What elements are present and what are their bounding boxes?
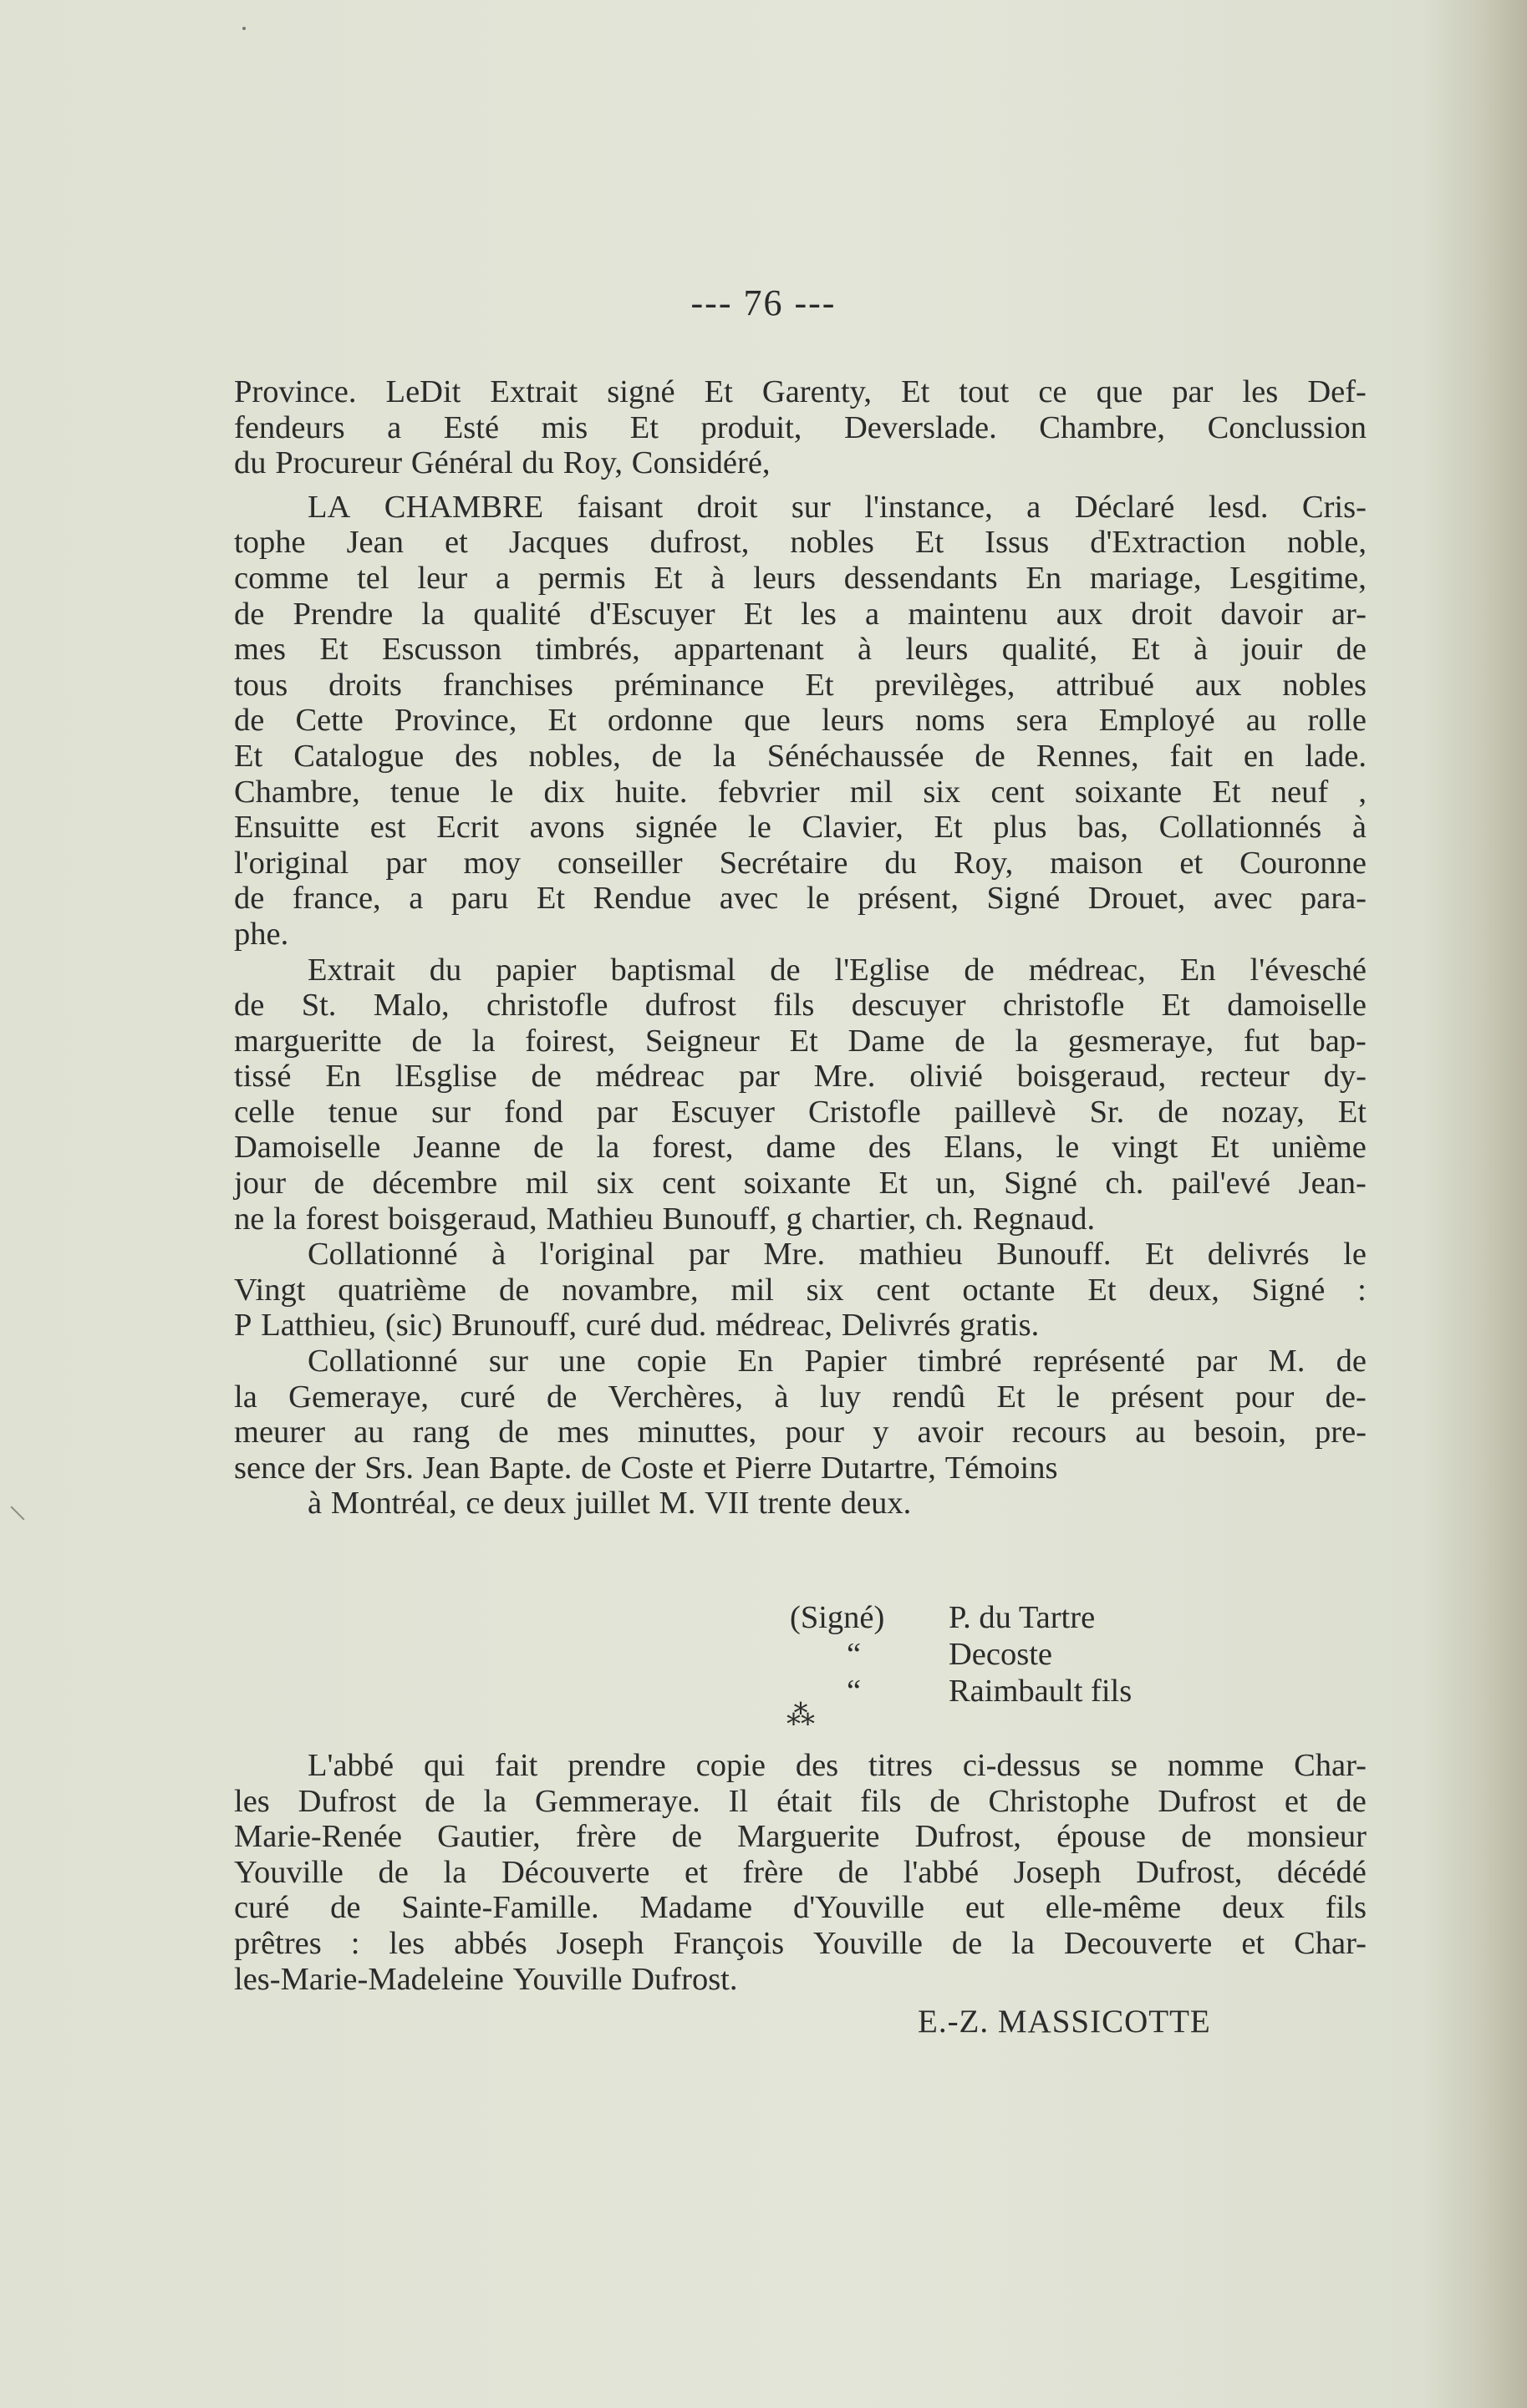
text-line: à Montréal, ce deux juillet M. VII trente deux. [308, 1486, 912, 1522]
text-line: meurer au rang de mes minuttes, pour y avoir recours au besoin, pre- [234, 1415, 1367, 1450]
signature-row [790, 1673, 1132, 1709]
ink-speck [242, 27, 246, 30]
text-line: Ensuitte est Ecrit avons signée le Clavier, Et plus bas, Collationnés à [234, 810, 1367, 846]
page-number: --- 76 --- [690, 282, 837, 323]
text-line: Damoiselle Jeanne de la forest, dame des Elans, le vingt Et unième [234, 1130, 1367, 1166]
signatory-name: P. du Tartre [949, 1600, 1096, 1635]
text-line: les-Marie-Madeleine Youville Dufrost. [234, 1961, 738, 1997]
text-line: de france, a paru Et Rendue avec le présent, Signé Drouet, avec para- [234, 881, 1367, 917]
text-line: celle tenue sur fond par Escuyer Cristofle paillevè Sr. de nozay, Et [234, 1094, 1367, 1130]
text-line: margueritte de la foirest, Seigneur Et Dame de la gesmeraye, fut bap- [234, 1023, 1367, 1059]
ditto-mark: “ [847, 1637, 862, 1672]
text-line: du Procureur Général du Roy, Considéré, [234, 445, 771, 481]
asterism-divider: ⁂ [786, 1700, 815, 1731]
signature-block [790, 1599, 1132, 1709]
text-line: la Gemeraye, curé de Verchères, à luy rendû Et le présent pour de- [234, 1379, 1367, 1415]
text-line: sence der Srs. Jean Bapte. de Coste et Pierre Dutartre, Témoins [234, 1450, 1058, 1486]
text-line: comme tel leur a permis Et à leurs dessendants En mariage, Lesgitime, [234, 560, 1367, 596]
text-line: tous droits franchises préminance Et previlèges, attribué aux nobles [234, 667, 1367, 703]
signatory-name: Raimbault fils [949, 1674, 1133, 1709]
text-line: Marie-Renée Gautier, frère de Marguerite Dufrost, épouse de monsieur [234, 1819, 1367, 1855]
text-line: P Latthieu, (sic) Brunouff, curé dud. médreac, Delivrés gratis. [234, 1308, 1040, 1344]
text-line: phe. [234, 916, 289, 952]
text-line: les Dufrost de la Gemmeraye. Il était fils de Christophe Dufrost et de [234, 1783, 1367, 1819]
text-line: Chambre, tenue le dix huite. febvrier mil six cent soixante Et neuf , [234, 774, 1367, 810]
text-line: prêtres : les abbés Joseph François Youville de la Decouverte et Char- [234, 1925, 1367, 1961]
text-line: Youville de la Découverte et frère de l'abbé Joseph Dufrost, décédé [234, 1854, 1367, 1890]
text-line: Extrait du papier baptismal de l'Eglise de médreac, En l'évesché [308, 952, 1367, 988]
editor-note [234, 1748, 1367, 1997]
text-line: l'original par moy conseiller Secrétaire du Roy, maison et Couronne [234, 845, 1367, 881]
signature-row [790, 1636, 1132, 1673]
paragraph-gap [234, 481, 1367, 490]
margin-mark [11, 1506, 25, 1521]
text-line: jour de décembre mil six cent soixante Et un, Signé ch. pail'evé Jean- [234, 1166, 1367, 1201]
text-line: de St. Malo, christofle dufrost fils descuyer christofle Et damoiselle [234, 988, 1367, 1024]
text-line: de Prendre la qualité d'Escuyer Et les a maintenu aux droit davoir ar- [234, 596, 1367, 632]
signature-row [790, 1599, 1132, 1636]
ditto-mark: “ [847, 1674, 862, 1709]
signatory-name: Decoste [949, 1637, 1052, 1672]
author-signature: E.-Z. MASSICOTTE [918, 2004, 1211, 2040]
text-line: ne la forest boisgeraud, Mathieu Bunouff, g chartier, ch. Regnaud. [234, 1201, 1096, 1237]
text-line: tissé En lEsglise de médreac par Mre. olivié boisgeraud, recteur dy- [234, 1059, 1367, 1095]
text-line: L'abbé qui fait prendre copie des titres ci-dessus se nomme Char- [308, 1748, 1367, 1783]
text-line: fendeurs a Esté mis Et produit, Deverslade. Chambre, Conclussion [234, 409, 1367, 445]
text-line: de Cette Province, Et ordonne que leurs noms sera Employé au rolle [234, 703, 1367, 739]
body-text [234, 374, 1367, 1522]
text-line: tophe Jean et Jacques dufrost, nobles Et Issus d'Extraction noble, [234, 525, 1367, 561]
text-line: Vingt quatrième de novambre, mil six cent octante Et deux, Signé : [234, 1272, 1367, 1308]
text-line: Et Catalogue des nobles, de la Sénéchaussée de Rennes, fait en lade. [234, 738, 1367, 774]
signature-label: (Signé) [790, 1600, 885, 1635]
text-line: curé de Sainte-Famille. Madame d'Youville eut elle-même deux fils [234, 1890, 1367, 1926]
text-line: mes Et Escusson timbrés, appartenant à leurs qualité, Et à jouir de [234, 632, 1367, 668]
text-line: Province. LeDit Extrait signé Et Garenty, Et tout ce que par les Def- [234, 374, 1367, 409]
text-line: Collationné sur une copie En Papier timbré représenté par M. de [308, 1344, 1367, 1379]
text-line: LA CHAMBRE faisant droit sur l'instance, a Déclaré lesd. Cris- [308, 489, 1367, 525]
text-line: Collationné à l'original par Mre. mathieu Bunouff. Et delivrés le [308, 1237, 1367, 1273]
